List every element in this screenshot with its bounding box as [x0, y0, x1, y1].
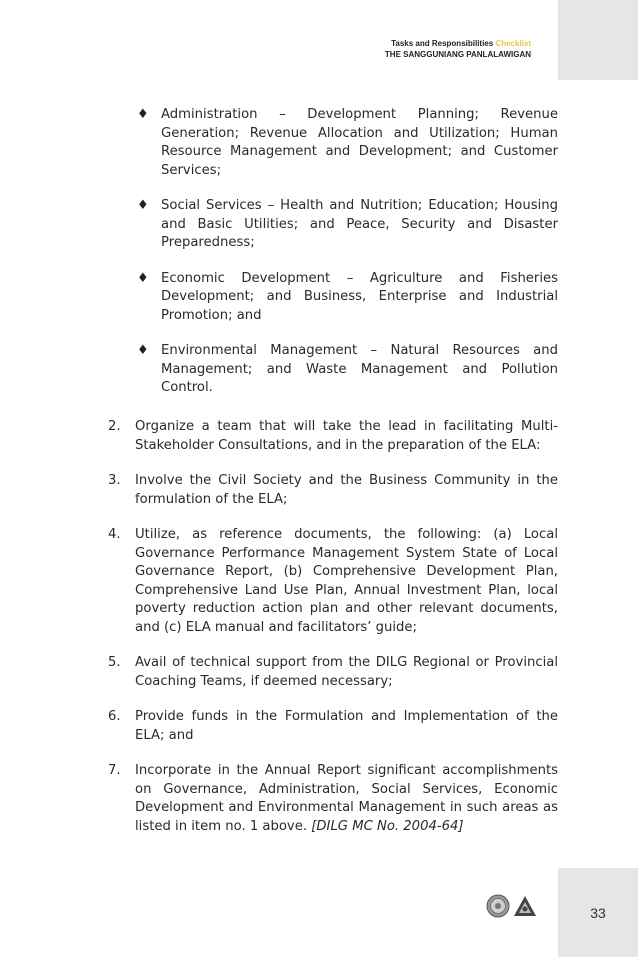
header-title: Tasks and Responsibilities — [391, 39, 496, 48]
bullet-item — [137, 342, 558, 398]
bullet-item — [137, 197, 558, 253]
item-text: Organize a team that will take the lead in facilitating Multi-Stakeholder Consultations, and in the preparation of the ELA: — [135, 419, 558, 453]
numbered-list — [108, 418, 558, 853]
seal-icon — [486, 894, 510, 918]
item-text: Involve the Civil Society and the Business Community in the formulation of the ELA; — [135, 473, 558, 507]
list-item — [108, 526, 558, 637]
item-number: 2. — [108, 419, 121, 434]
list-item — [108, 708, 558, 745]
running-header — [385, 38, 531, 60]
bullet-text: Administration – Development Planning; Revenue Generation; Revenue Allocation and Utilization; Human Resource Management and Development; and Customer Services; — [161, 107, 558, 178]
list-item — [108, 654, 558, 691]
item-number: 5. — [108, 655, 121, 670]
citation: [DILG MC No. 2004-64] — [311, 818, 464, 834]
bullet-text: Social Services – Health and Nutrition; Education; Housing and Basic Utilities; and Peace, Security and Disaster Preparedness; — [161, 198, 558, 250]
diamond-bullet-icon: ♦ — [137, 343, 149, 358]
list-item — [108, 418, 558, 455]
bullet-item — [137, 270, 558, 326]
item-text-wrap — [135, 762, 558, 836]
diamond-bullet-icon: ♦ — [137, 270, 149, 286]
item-number: 6. — [108, 709, 121, 724]
item-number: 7. — [108, 763, 121, 778]
list-item — [108, 472, 558, 509]
bullet-item — [137, 106, 558, 180]
diamond-bullet-icon: ♦ — [137, 107, 149, 122]
item-number: 3. — [108, 473, 121, 488]
header-accent: Checklist — [495, 39, 531, 48]
page-number: 33 — [590, 904, 606, 921]
footer-logos — [486, 894, 537, 918]
item-text: Incorporate in the Annual Report significant accomplishments on Governance, Administration, Social Services, Economic Development and Environmental Management in such areas as listed in item no. 1 above. — [135, 763, 558, 834]
item-text: Provide funds in the Formulation and Implementation of the ELA; and — [135, 709, 558, 743]
diamond-bullet-icon: ♦ — [137, 198, 149, 213]
list-item — [108, 762, 558, 836]
bullet-list — [137, 106, 558, 415]
header-line-2: THE SANGGUNIANG PANLALAWIGAN — [384, 50, 531, 59]
item-number: 4. — [108, 527, 121, 542]
header-line-1 — [385, 38, 531, 49]
item-text: Avail of technical support from the DILG Regional or Provincial Coaching Teams, if deemed necessary; — [135, 655, 558, 689]
item-text: Utilize, as reference documents, the following: (a) Local Governance Performance Management System State of Local Governance Report, (b) Comprehensive Development Plan, Comprehensive Land Use Plan, Annual Investment Plan, local poverty reduction action plan and other relevant documents, and (c) ELA manual and facilitators’ guide; — [135, 527, 558, 635]
bullet-text: Environmental Management – Natural Resources and Management; and Waste Management and Pollution Control. — [161, 343, 558, 395]
triangle-logo-icon — [513, 894, 537, 918]
corner-tab-top — [558, 0, 638, 80]
bullet-text: Economic Development – Agriculture and Fisheries Development; and Business, Enterprise and Industrial Promotion; and — [161, 270, 558, 323]
